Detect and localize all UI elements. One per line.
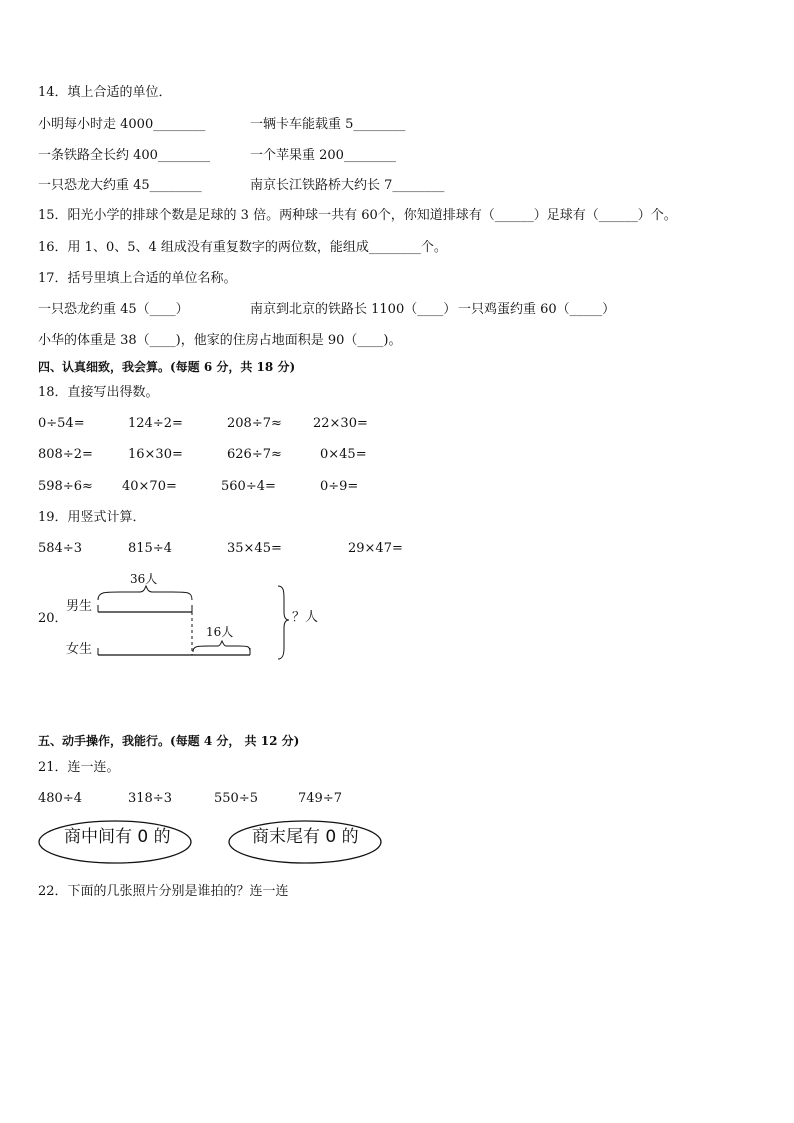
- q17-blank-1: 一只恐龙约重 45（____）: [38, 302, 189, 317]
- total-brace: [278, 586, 289, 659]
- q15-text: 15．阳光小学的排球个数是足球的 3 倍。两种球一共有 60个，你知道排球有（______）足球有（______）个。: [38, 208, 677, 223]
- q14-blank-1: 小明每小时走 4000________: [38, 117, 206, 132]
- q20-boys-value: 36人: [130, 572, 158, 586]
- oval-end-zero-label: 商末尾有 0 的: [252, 827, 359, 847]
- q18-expr: 598÷6≈: [38, 479, 93, 494]
- q18-expr: 16×30=: [128, 447, 183, 462]
- q18-expr: 208÷7≈: [227, 416, 282, 431]
- oval-middle-zero-label: 商中间有 0 的: [64, 827, 171, 847]
- q20-total-label: ？人: [292, 610, 319, 625]
- q18-expr: 0×45=: [320, 447, 367, 462]
- q14-blank-2: 一辆卡车能载重 5________: [250, 117, 406, 132]
- q21-title: 21．连一连。: [38, 760, 120, 775]
- boys-brace: [98, 586, 192, 600]
- q20-number: 20．: [38, 611, 68, 626]
- q18-expr: 626÷7≈: [227, 447, 282, 462]
- q14-title: 14．填上合适的单位．: [38, 85, 172, 100]
- extra-brace: [193, 641, 250, 652]
- q18-title: 18．直接写出得数。: [38, 385, 159, 400]
- q20-extra-value: 16人: [206, 625, 234, 639]
- q16-text: 16．用 1、0、5、4 组成没有重复数字的两位数，能组成________个。: [38, 240, 447, 255]
- q22-text: 22．下面的几张照片分别是谁拍的？连一连: [38, 884, 289, 899]
- q19-expr: 35×45=: [227, 541, 282, 556]
- section-4-heading: 四、认真细致，我会算。(每题 6 分，共 18 分): [38, 360, 296, 374]
- q18-expr: 0÷9=: [320, 479, 359, 494]
- q17-title: 17．括号里填上合适的单位名称。: [38, 271, 237, 286]
- q19-expr: 584÷3: [38, 541, 82, 556]
- q19-expr: 29×47=: [348, 541, 403, 556]
- q18-expr: 22×30=: [313, 416, 368, 431]
- q18-expr: 0÷54=: [38, 416, 85, 431]
- q19-expr: 815÷4: [128, 541, 172, 556]
- q14-blank-6: 南京长江铁路桥大约长 7________: [250, 178, 445, 193]
- q14-blank-5: 一只恐龙大约重 45________: [38, 178, 202, 193]
- q21-ovals: [30, 815, 400, 871]
- q20-boys-label: 男生: [66, 599, 93, 614]
- q21-expr: 749÷7: [298, 791, 342, 806]
- section-5-heading: 五、动手操作，我能行。(每题 4 分， 共 12 分): [38, 734, 300, 748]
- q20-girls-label: 女生: [66, 642, 93, 657]
- q17-row2: 小华的体重是 38（____)，他家的住房占地面积是 90（____)。: [38, 333, 402, 348]
- q20-diagram: [0, 560, 400, 670]
- q18-expr: 560÷4=: [221, 479, 276, 494]
- q14-blank-4: 一个苹果重 200________: [250, 148, 396, 163]
- q18-expr: 808÷2=: [38, 447, 93, 462]
- q21-expr: 550÷5: [214, 791, 258, 806]
- q18-expr: 40×70=: [122, 479, 177, 494]
- q21-expr: 318÷3: [128, 791, 172, 806]
- q17-blank-3: 一只鸡蛋约重 60（_____）: [458, 302, 616, 317]
- q17-blank-2: 南京到北京的铁路长 1100（____）: [250, 302, 457, 317]
- q21-expr: 480÷4: [38, 791, 82, 806]
- q14-blank-3: 一条铁路全长约 400________: [38, 148, 210, 163]
- q19-title: 19．用竖式计算．: [38, 510, 146, 525]
- q18-expr: 124÷2=: [128, 416, 183, 431]
